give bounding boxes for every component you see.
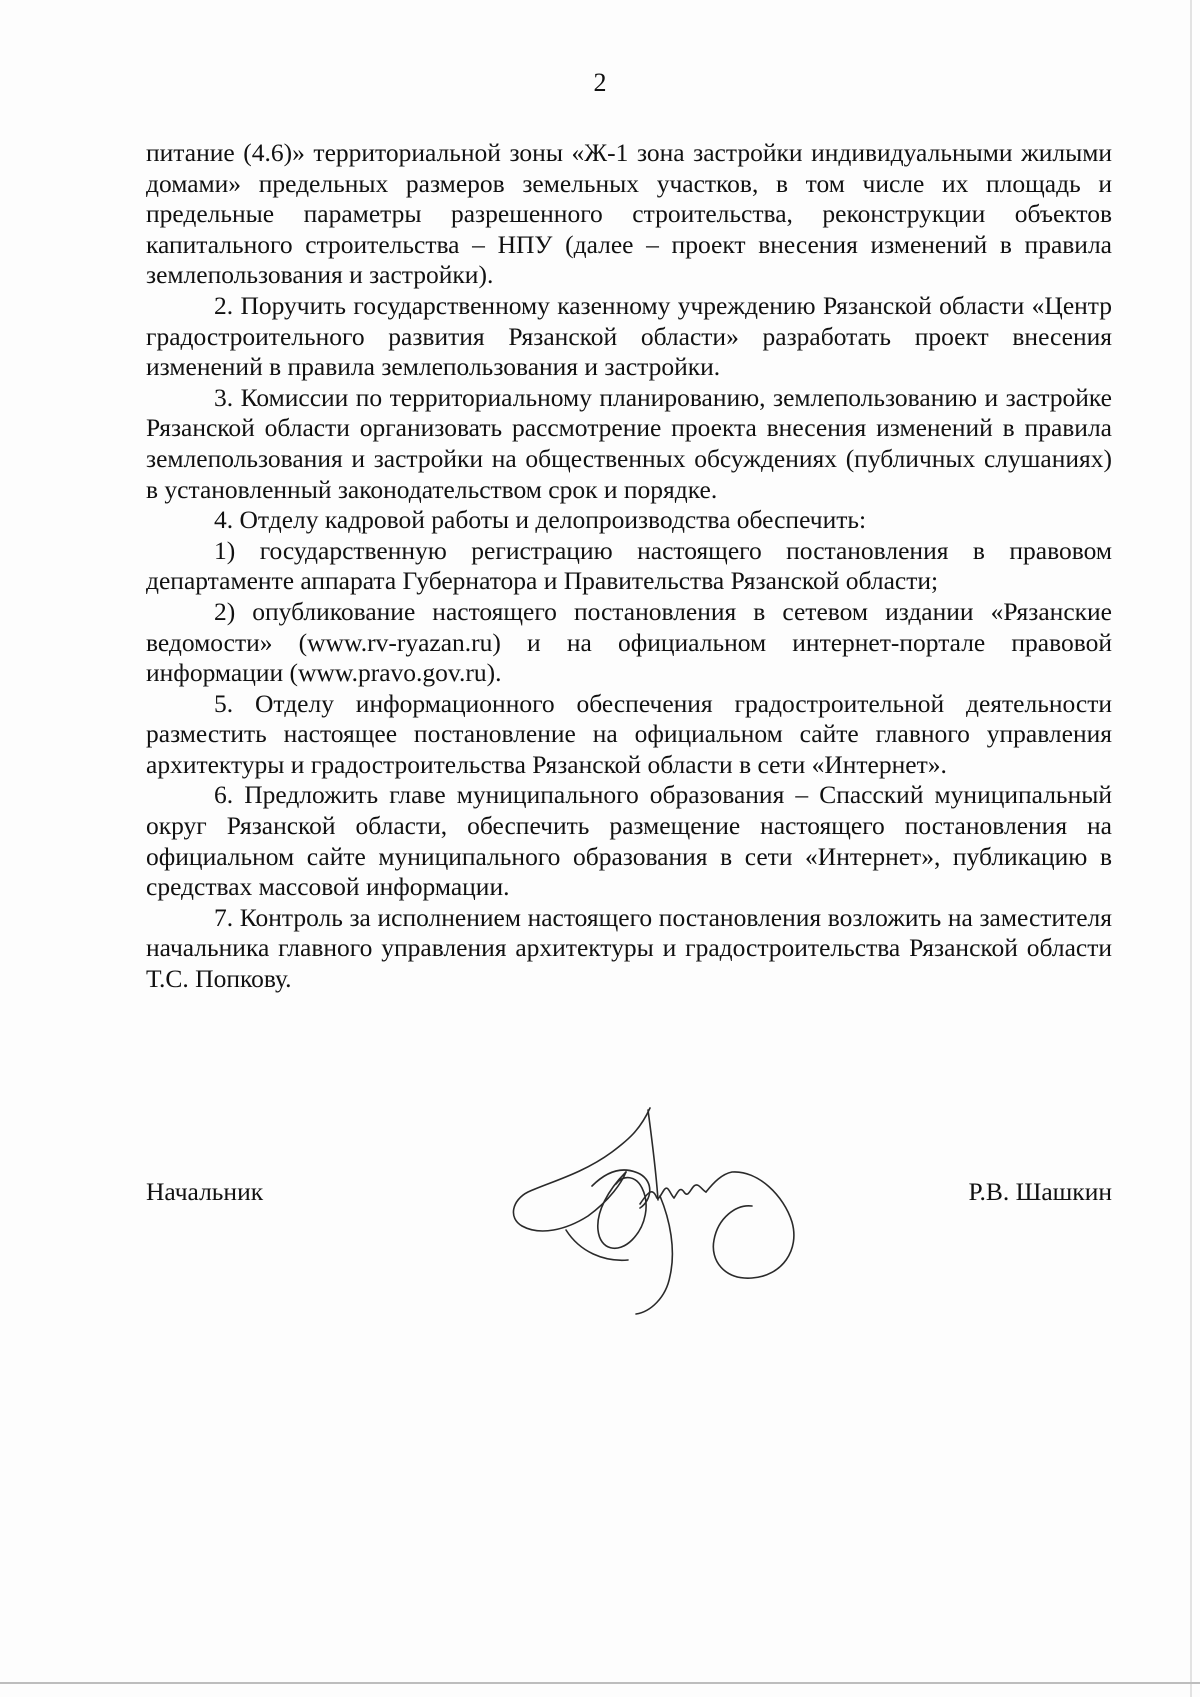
signer-name: Р.В. Шашкин bbox=[968, 1177, 1112, 1206]
paragraph-item-5: 5. Отделу информационного обеспечения градостроительной деятельности разместить настоящее постановление на официальном сайте главного управления архитектуры и градостроительства Рязанской области в сети «Интернет». bbox=[146, 688, 1112, 779]
paragraph-continuation: питание (4.6)» территориальной зоны «Ж-1 зона застройки индивидуальными жилыми домами» предельных размеров земельных участков, в том числе их площадь и предельные параметры разрешенного строительства, реконструкции объектов капитального строительства – НПУ (далее – проект внесения изменений в правила землепользования и застройки). bbox=[146, 138, 1112, 290]
page-number: 2 bbox=[593, 68, 607, 97]
paragraph-item-7: 7. Контроль за исполнением настоящего постановления возложить на заместителя начальника главного управления архитектуры и градостроительства Рязанской области Т.С. Попкову. bbox=[146, 902, 1112, 994]
paragraph-item-2: 2. Поручить государственному казенному учреждению Рязанской области «Центр градостроительного развития Рязанской области» разработать проект внесения изменений в правила землепользования и застройки. bbox=[146, 290, 1112, 382]
paragraph-subitem-1: 1) государственную регистрацию настоящего постановления в правовом департаменте аппарата Губернатора и Правительства Рязанской области; bbox=[146, 535, 1112, 596]
scan-edge-bottom bbox=[0, 1682, 1200, 1684]
paragraph-item-3: 3. Комиссии по территориальному планированию, землепользованию и застройке Рязанской области организовать рассмотрение проекта внесения изменений в правила землепользования и застройки на общественных обсуждениях (публичных слушаниях) в установленный законодательством срок и порядке. bbox=[146, 382, 1112, 504]
paragraph-item-4: 4. Отделу кадровой работы и делопроизводства обеспечить: bbox=[214, 505, 867, 535]
document-body bbox=[146, 138, 1112, 995]
scan-edge-right bbox=[1190, 0, 1192, 1697]
paragraph-subitem-2: 2) опубликование настоящего постановления в сетевом издании «Рязанские ведомости» (www.rv-ryazan.ru) и на официальном интернет-портале правовой информации (www.pravo.gov.ru). bbox=[146, 596, 1112, 688]
handwritten-signature bbox=[500, 1100, 830, 1320]
paragraph-item-6: 6. Предложить главе муниципального образования – Спасский муниципальный округ Рязанской области, обеспечить размещение настоящего постановления на официальном сайте муниципального образования в сети «Интернет», публикацию в средствах массовой информации. bbox=[146, 780, 1112, 902]
signer-title: Начальник bbox=[146, 1177, 264, 1206]
